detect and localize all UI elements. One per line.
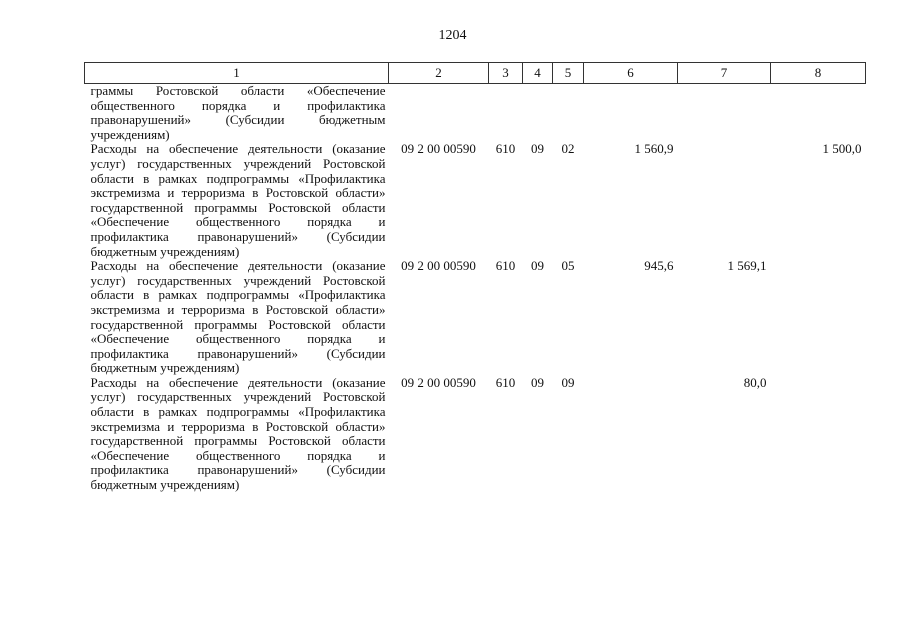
header-col-4: 4 [523, 63, 553, 84]
header-col-7: 7 [678, 63, 771, 84]
row-rz: 09 [531, 141, 544, 157]
continuation-row [85, 84, 866, 143]
row-col6: 1 560,9 [634, 141, 674, 157]
row-rz: 09 [531, 258, 544, 274]
table-row [85, 142, 866, 259]
row-col8 [771, 376, 866, 493]
header-col-3: 3 [489, 63, 523, 84]
row-vr: 610 [495, 374, 516, 390]
row-pr: 02 [561, 141, 575, 157]
header-col-6: 6 [584, 63, 678, 84]
row-pr: 05 [561, 258, 575, 274]
page-number: 1204 [438, 28, 467, 43]
header-col-2: 2 [389, 63, 489, 84]
row-code: 09 2 00 00590 [401, 374, 476, 390]
row-rz: 09 [531, 374, 544, 390]
row-col7 [678, 142, 771, 259]
row-col6: 945,6 [644, 258, 674, 274]
table-row [85, 376, 866, 493]
budget-table [84, 62, 866, 493]
header-col-1: 1 [85, 63, 389, 84]
row-vr: 610 [495, 258, 516, 274]
row-pr: 09 [561, 374, 575, 390]
row-col7: 80,0 [743, 374, 767, 390]
row-description: Расходы на обеспечение деятельности (оказание услуг) государственных учреждений Ростовской области в рамках подпрограммы «Профилактика экстремизма и терроризма в Ростовской области» государственной программы Ростовской области «Обеспечение общественного порядка и профилактика правонарушений» (Субсидии бюджетным учреждениям) [90, 141, 386, 259]
header-row [85, 63, 866, 84]
header-col-5: 5 [553, 63, 584, 84]
row-col8 [771, 259, 866, 376]
row-col6 [584, 376, 678, 493]
header-col-8: 8 [771, 63, 866, 84]
row-vr: 610 [495, 141, 516, 157]
continuation-text: граммы Ростовской области «Обеспечение общественного порядка и профилактика правонарушений» (Субсидии бюджетным учреждениям) [90, 83, 386, 142]
row-description: Расходы на обеспечение деятельности (оказание услуг) государственных учреждений Ростовской области в рамках подпрограммы «Профилактика экстремизма и терроризма в Ростовской области» государственной программы Ростовской области «Обеспечение общественного порядка и профилактика правонарушений» (Субсидии бюджетным учреждениям) [90, 258, 386, 376]
row-col7: 1 569,1 [727, 258, 767, 274]
row-code: 09 2 00 00590 [401, 258, 476, 274]
row-description: Расходы на обеспечение деятельности (оказание услуг) государственных учреждений Ростовской области в рамках подпрограммы «Профилактика экстремизма и терроризма в Ростовской области» государственной программы Ростовской области «Обеспечение общественного порядка и профилактика правонарушений» (Субсидии бюджетным учреждениям) [90, 374, 386, 493]
table-row [85, 259, 866, 376]
row-code: 09 2 00 00590 [401, 141, 476, 157]
row-col8: 1 500,0 [822, 141, 862, 157]
